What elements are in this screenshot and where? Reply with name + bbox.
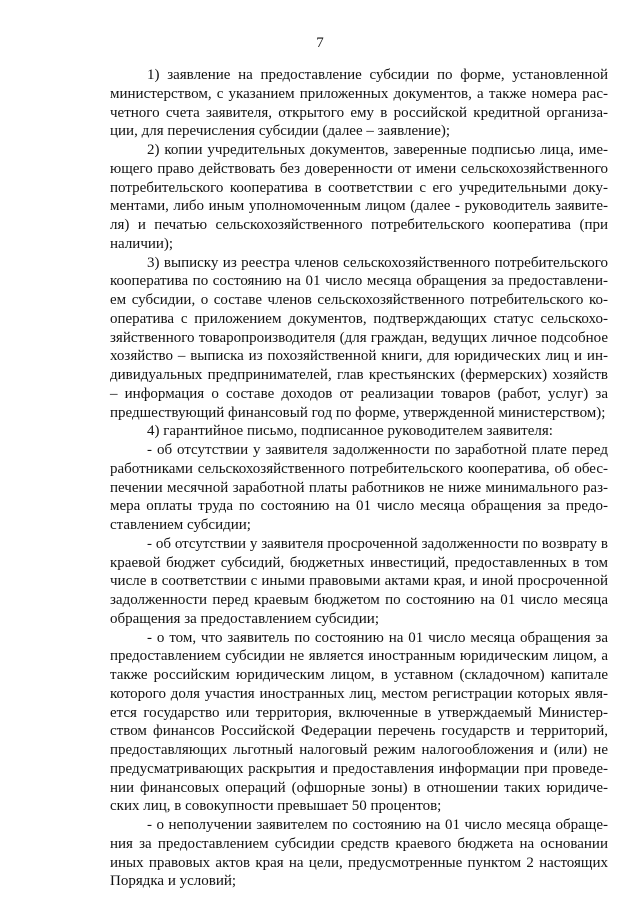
paragraph-founding-documents: 2) копии учредительных документов, заверенные подписью лица, имеющего право действовать без доверенности от имени сельскохозяйственного потребительского кооператива в соответствии с его учредительными документами, либо иным уполномоченным лицом (далее - руководитель заявителя) и печатью сельскохозяйственного потребительского кооператива (при наличии); bbox=[110, 142, 608, 252]
document-body bbox=[110, 66, 608, 891]
paragraph-no-other-funds: - о неполучении заявителем по состоянию на 01 число месяца обращения за предоставлением субсидии средств краевого бюджета на основании иных правовых актов края на цели, предусмотренные пунктом 2 настоящих Порядка и условий; bbox=[110, 817, 608, 890]
paragraph-members-register-extract: 3) выписку из реестра членов сельскохозяйственного потребительского кооператива по состоянию на 01 число месяца обращения за предоставлением субсидии, о составе членов сельскохозяйственного потребительского кооператива с приложением документов, подтверждающих статус сельскохозяйственного товаропроизводителя (для граждан, ведущих личное подсобное хозяйство – выписка из похозяйственной книги, для юридических лиц и индивидуальных предпринимателей, глав крестьянских (фермерских) хозяйств – информация о составе доходов от реализации товаров (работ, услуг) за предшествующий финансовый год по форме, утвержденной министерством); bbox=[110, 254, 608, 421]
paragraph-guarantee-letter: 4) гарантийное письмо, подписанное руководителем заявителя: bbox=[147, 423, 553, 440]
paragraph-application-form: 1) заявление на предоставление субсидии по форме, установленной министерством, с указанием приложенных документов, а также номера расчетного счета заявителя, открытого ему в российской кредитной организации, для перечисления субсидии (далее – заявление); bbox=[110, 67, 608, 140]
paragraph-not-foreign-entity: - о том, что заявитель по состоянию на 01 число месяца обращения за предоставлением субсидии не является иностранным юридическим лицом, а также российским юридическим лицом, в уставном (складочном) капитале которого доля участия иностранных лиц, местом регистрации которых является государство или территория, включенные в утверждаемый Министерством финансов Российской Федерации перечень государств и территорий, предоставляющих льготный налоговый режим налогообложения и (или) не предусматривающих раскрытия и предоставления информации при проведении финансовых операций (офшорные зоны) в отношении таких юридических лиц, в совокупности превышает 50 процентов; bbox=[110, 629, 608, 815]
paragraph-no-wage-debt: - об отсутствии у заявителя задолженности по заработной плате перед работниками сельскохозяйственного потребительского кооператива, об обеспечении месячной заработной платы работников не ниже минимального размера оплаты труда по состоянию на 01 число месяца обращения за предоставлением субсидии; bbox=[110, 442, 608, 533]
paragraph-no-budget-debt: - об отсутствии у заявителя просроченной задолженности по возврату в краевой бюджет субсидий, бюджетных инвестиций, предоставленных в том числе в соответствии с иными правовыми актами края, и иной просроченной задолженности перед краевым бюджетом по состоянию на 01 число месяца обращения за предоставлением субсидии; bbox=[110, 535, 608, 627]
page-number: 7 bbox=[316, 35, 324, 51]
